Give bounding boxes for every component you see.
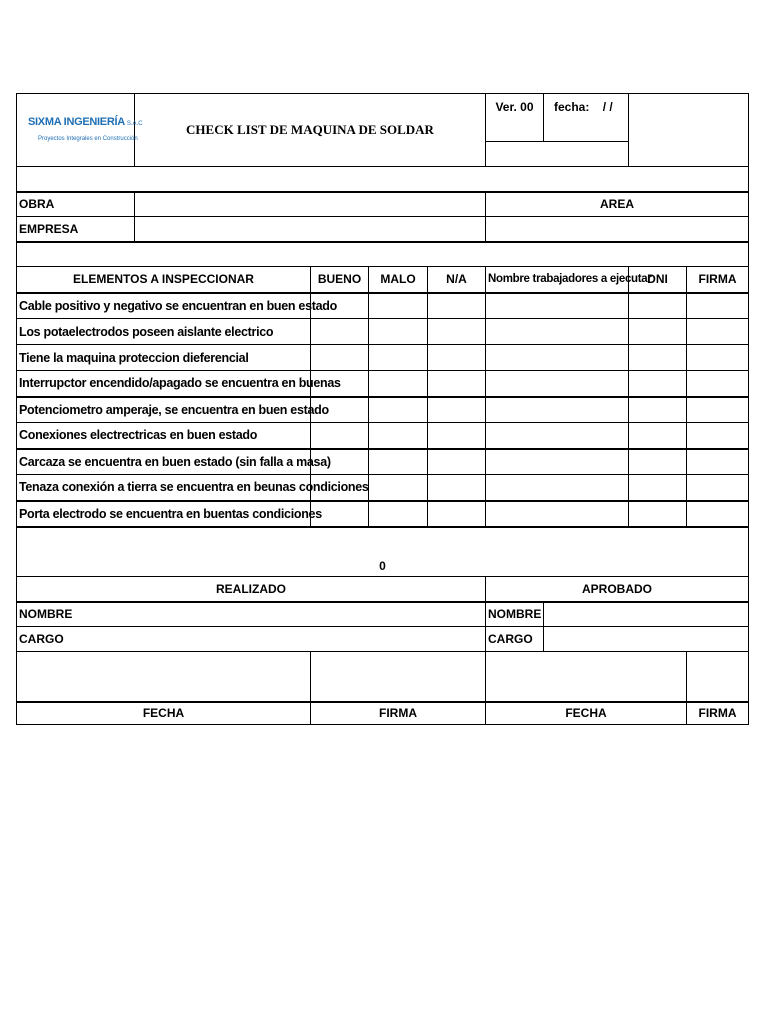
date-field[interactable]: [544, 94, 629, 142]
na-cell[interactable]: [428, 345, 486, 371]
area-label: AREA: [486, 192, 749, 217]
realizado-fecha-box[interactable]: [17, 652, 311, 702]
aprobado-fecha-box[interactable]: [486, 652, 687, 702]
dni-cell[interactable]: [629, 397, 687, 423]
na-cell[interactable]: [428, 501, 486, 527]
item-label: Los potaelectrodos poseen aislante electrico: [17, 319, 311, 345]
spacer-row: [17, 242, 749, 267]
col-na: N/A: [428, 267, 486, 293]
dni-cell[interactable]: [629, 475, 687, 501]
table-row: [17, 293, 749, 319]
firma-cell[interactable]: [687, 423, 749, 449]
version-label: Ver. 00: [486, 94, 544, 142]
na-cell[interactable]: [428, 475, 486, 501]
table-row: [17, 501, 749, 527]
bueno-cell[interactable]: [311, 319, 369, 345]
na-cell[interactable]: [428, 449, 486, 475]
malo-cell[interactable]: [369, 423, 428, 449]
logo-suffix: S.A.C: [126, 121, 143, 127]
logo-cell: [17, 94, 143, 167]
firma-cell[interactable]: [687, 345, 749, 371]
worker-cell[interactable]: [486, 397, 629, 423]
malo-cell[interactable]: [369, 449, 428, 475]
realizado-firma-box[interactable]: [311, 652, 486, 702]
firma-cell[interactable]: [687, 449, 749, 475]
table-row: [17, 449, 749, 475]
col-firma: FIRMA: [687, 267, 749, 293]
worker-cell[interactable]: [486, 475, 629, 501]
table-row: [17, 319, 749, 345]
malo-cell[interactable]: [369, 345, 428, 371]
col-dni: DNI: [629, 267, 687, 293]
summary-value: 0: [17, 527, 749, 577]
na-cell[interactable]: [428, 319, 486, 345]
firma-cell[interactable]: [687, 319, 749, 345]
na-cell[interactable]: [428, 293, 486, 319]
document-title: CHECK LIST DE MAQUINA DE SOLDAR: [135, 94, 486, 167]
bueno-cell[interactable]: [311, 423, 369, 449]
aprobado-nombre-label: NOMBRE: [486, 602, 544, 627]
worker-cell[interactable]: [486, 293, 629, 319]
firma-cell[interactable]: [687, 293, 749, 319]
worker-cell[interactable]: [486, 345, 629, 371]
aprobado-firma-label: FIRMA: [687, 702, 749, 725]
dni-cell[interactable]: [629, 423, 687, 449]
realizado-nombre-label: NOMBRE: [17, 602, 135, 627]
malo-cell[interactable]: [369, 293, 428, 319]
worker-cell[interactable]: [486, 449, 629, 475]
na-cell[interactable]: [428, 423, 486, 449]
aprobado-cargo-input[interactable]: [544, 627, 749, 652]
obra-label: OBRA: [17, 192, 135, 217]
firma-cell[interactable]: [687, 475, 749, 501]
company-logo: [19, 114, 143, 146]
dni-cell[interactable]: [629, 345, 687, 371]
aprobado-fecha-label: FECHA: [486, 702, 687, 725]
header-blank-cell: [629, 94, 749, 167]
item-label: Tenaza conexión a tierra se encuentra en beunas condiciones: [17, 475, 311, 501]
realizado-nombre-input[interactable]: [135, 602, 486, 627]
dni-cell[interactable]: [629, 449, 687, 475]
item-label: Conexiones electrectricas en buen estado: [17, 423, 311, 449]
checklist-sheet: [16, 93, 748, 725]
table-row: [17, 475, 749, 501]
area-input[interactable]: [486, 217, 749, 242]
item-label: Potenciometro amperaje, se encuentra en buen estado: [17, 397, 311, 423]
date-value: / /: [602, 100, 613, 114]
malo-cell[interactable]: [369, 397, 428, 423]
version-date-blank: [486, 142, 629, 167]
realizado-firma-label: FIRMA: [311, 702, 486, 725]
checklist-table: [16, 93, 749, 725]
worker-cell[interactable]: [486, 319, 629, 345]
dni-cell[interactable]: [629, 501, 687, 527]
table-row: [17, 345, 749, 371]
table-row: [17, 371, 749, 397]
aprobado-header: APROBADO: [486, 577, 749, 602]
aprobado-cargo-label: CARGO: [486, 627, 544, 652]
item-label: Tiene la maquina proteccion dieferencial: [17, 345, 311, 371]
worker-cell[interactable]: [486, 371, 629, 397]
na-cell[interactable]: [428, 371, 486, 397]
dni-cell[interactable]: [629, 293, 687, 319]
malo-cell[interactable]: [369, 319, 428, 345]
malo-cell[interactable]: [369, 371, 428, 397]
item-label: Carcaza se encuentra en buen estado (sin falla a masa): [17, 449, 311, 475]
aprobado-nombre-input[interactable]: [544, 602, 749, 627]
empresa-input[interactable]: [135, 217, 486, 242]
col-malo: MALO: [369, 267, 428, 293]
logo-tagline: Proyectos Integrales en Construcción: [38, 136, 138, 142]
malo-cell[interactable]: [369, 475, 428, 501]
date-label: fecha:: [554, 100, 590, 114]
col-elements: ELEMENTOS A INSPECCIONAR: [17, 267, 311, 293]
firma-cell[interactable]: [687, 501, 749, 527]
realizado-cargo-input[interactable]: [135, 627, 486, 652]
dni-cell[interactable]: [629, 319, 687, 345]
col-workers: Nombre trabajadores a ejecutar: [486, 267, 629, 293]
table-row: [17, 423, 749, 449]
item-label: Cable positivo y negativo se encuentran en buen estado: [17, 293, 311, 319]
malo-cell[interactable]: [369, 501, 428, 527]
col-bueno: BUENO: [311, 267, 369, 293]
item-label: Porta electrodo se encuentra en buentas condiciones: [17, 501, 311, 527]
realizado-header: REALIZADO: [17, 577, 486, 602]
empresa-label: EMPRESA: [17, 217, 135, 242]
worker-cell[interactable]: [486, 423, 629, 449]
na-cell[interactable]: [428, 397, 486, 423]
firma-cell[interactable]: [687, 371, 749, 397]
firma-cell[interactable]: [687, 397, 749, 423]
item-label: Interrupctor encendido/apagado se encuentra en buenas: [17, 371, 311, 397]
realizado-fecha-label: FECHA: [17, 702, 311, 725]
spacer-row: [17, 167, 749, 192]
realizado-cargo-label: CARGO: [17, 627, 135, 652]
aprobado-firma-box[interactable]: [687, 652, 749, 702]
worker-cell[interactable]: [486, 501, 629, 527]
obra-input[interactable]: [135, 192, 486, 217]
logo-name: SIXMA INGENIERÍA: [28, 116, 125, 128]
table-row: [17, 397, 749, 423]
dni-cell[interactable]: [629, 371, 687, 397]
bueno-cell[interactable]: [311, 345, 369, 371]
